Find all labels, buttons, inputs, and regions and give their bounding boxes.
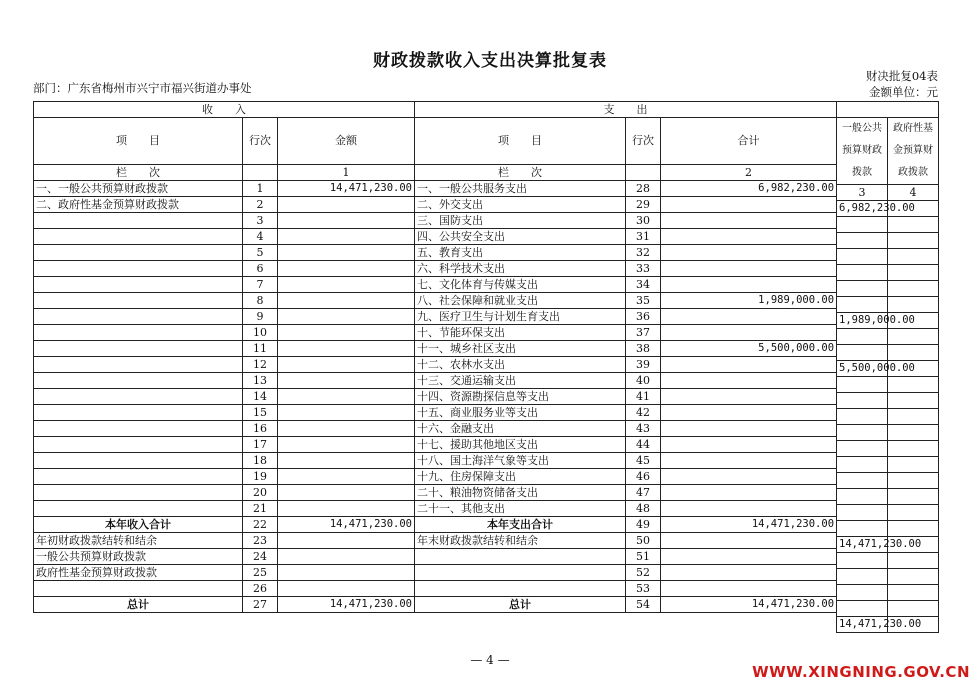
expense-line-no: 39: [626, 357, 661, 373]
income-amount: [278, 213, 415, 229]
summary-fund-budget: [888, 553, 939, 569]
expense-fund-budget: [888, 425, 939, 441]
table-row: [34, 357, 837, 373]
expense-line-no: 41: [626, 389, 661, 405]
expense-total: [661, 261, 837, 277]
expense-general-budget: [837, 473, 888, 489]
expense-item: 二、外交支出: [415, 197, 626, 213]
expense-fund-budget: [888, 441, 939, 457]
expense-line-no: 46: [626, 469, 661, 485]
expense-line-no: 35: [626, 293, 661, 309]
income-amount: [278, 357, 415, 373]
expense-total-header: 合计: [661, 118, 837, 165]
income-item: [34, 277, 243, 293]
table-row: [837, 329, 939, 345]
expense-general-budget: [837, 409, 888, 425]
expense-total: [661, 245, 837, 261]
summary-row: [34, 549, 837, 565]
income-amount: [278, 421, 415, 437]
page-number: — 4 —: [470, 653, 510, 667]
summary-general-budget: [837, 601, 888, 617]
begin-balance-label: 年初财政拨款结转和结余: [34, 533, 243, 549]
summary-general-budget: [837, 553, 888, 569]
summary-row: [34, 597, 837, 613]
table-cell: [278, 581, 415, 597]
index-1: 1: [278, 165, 415, 181]
expense-general-budget: [837, 249, 888, 265]
income-line-no: 5: [243, 245, 278, 261]
table-row: [837, 505, 939, 521]
expense-total: [661, 357, 837, 373]
expense-total: 6,982,230.00: [661, 181, 837, 197]
expense-fund-budget: [888, 217, 939, 233]
income-amount: [278, 293, 415, 309]
expense-fund-budget: [888, 393, 939, 409]
income-item: [34, 453, 243, 469]
income-amount: [278, 325, 415, 341]
table-cell: [34, 581, 243, 597]
income-line-no: 11: [243, 341, 278, 357]
summary-fund-budget: [888, 585, 939, 601]
income-amount: [278, 229, 415, 245]
grand-income-amount: 14,471,230.00: [278, 597, 415, 613]
table-cell: [415, 581, 626, 597]
expense-general-budget: [837, 265, 888, 281]
line-no: 49: [626, 517, 661, 533]
expense-line-no: 44: [626, 437, 661, 453]
expense-item: 十七、援助其他地区支出: [415, 437, 626, 453]
income-line-no: 6: [243, 261, 278, 277]
expense-item-header: 项 目: [415, 118, 626, 165]
line-no: 24: [243, 549, 278, 565]
table-row: [34, 421, 837, 437]
expense-fund-budget: [888, 297, 939, 313]
table-cell: [278, 533, 415, 549]
expense-total: [661, 229, 837, 245]
line-no: 23: [243, 533, 278, 549]
expense-line-no: 38: [626, 341, 661, 357]
income-item: [34, 373, 243, 389]
index-3: 3: [837, 185, 888, 201]
line-no: 52: [626, 565, 661, 581]
income-amount: [278, 469, 415, 485]
table-row: [34, 341, 837, 357]
line-no: 50: [626, 533, 661, 549]
expense-general-budget: [837, 345, 888, 361]
expense-index-label: 栏 次: [415, 165, 626, 181]
income-item: [34, 325, 243, 341]
table-row: [34, 245, 837, 261]
expense-line-no: 40: [626, 373, 661, 389]
income-item: [34, 245, 243, 261]
expense-general-budget: [837, 393, 888, 409]
income-item-header: 项 目: [34, 118, 243, 165]
income-amount: [278, 501, 415, 517]
summary-general-budget: 14,471,230.00: [837, 617, 888, 633]
form-meta: [866, 68, 938, 100]
expense-item: 十、节能环保支出: [415, 325, 626, 341]
income-item: [34, 213, 243, 229]
expense-line-no: 34: [626, 277, 661, 293]
expense-total: [661, 309, 837, 325]
expense-item: 九、医疗卫生与计划生育支出: [415, 309, 626, 325]
expense-fund-budget: [888, 521, 939, 537]
expense-line-no: 28: [626, 181, 661, 197]
income-group-header: 收 入: [34, 102, 415, 118]
income-line-no: 20: [243, 485, 278, 501]
expense-line-no: 33: [626, 261, 661, 277]
table-row: [837, 457, 939, 473]
expense-general-budget: [837, 233, 888, 249]
income-line-no: 8: [243, 293, 278, 309]
summary-row: [34, 581, 837, 597]
table-row: [34, 389, 837, 405]
expense-item: 四、公共安全支出: [415, 229, 626, 245]
column-index-row: [34, 165, 837, 181]
income-item: [34, 229, 243, 245]
table-row: [837, 409, 939, 425]
expense-general-budget: [837, 329, 888, 345]
department-label: 部门：广东省梅州市兴宁市福兴街道办事处: [33, 81, 252, 95]
income-line-no: 14: [243, 389, 278, 405]
expense-total: [661, 453, 837, 469]
expense-line-header: 行次: [626, 118, 661, 165]
line-no: 25: [243, 565, 278, 581]
summary-row: [837, 601, 939, 617]
expense-item: 五、教育支出: [415, 245, 626, 261]
expense-line-no: 43: [626, 421, 661, 437]
grand-total-label: 总计: [34, 597, 243, 613]
table-cell: [661, 581, 837, 597]
table-row: [837, 281, 939, 297]
table-row: [34, 181, 837, 197]
expense-total: [661, 501, 837, 517]
income-amount: [278, 453, 415, 469]
table-cell: [415, 565, 626, 581]
income-item: [34, 261, 243, 277]
approval-table-right: [836, 101, 939, 633]
expense-fund-budget: [888, 457, 939, 473]
table-cell: [278, 549, 415, 565]
line-no: 27: [243, 597, 278, 613]
expense-item: 三、国防支出: [415, 213, 626, 229]
table-row: [34, 229, 837, 245]
income-item: [34, 341, 243, 357]
expense-fund-budget: [888, 281, 939, 297]
table-row: [34, 501, 837, 517]
table-row: [837, 441, 939, 457]
expense-total-amount: 14,471,230.00: [661, 517, 837, 533]
income-line-no: 18: [243, 453, 278, 469]
index-2: 2: [661, 165, 837, 181]
table-cell: [278, 565, 415, 581]
expense-fund-budget: [888, 329, 939, 345]
table-row: [34, 309, 837, 325]
income-total-label: 本年收入合计: [34, 517, 243, 533]
expense-total-label: 本年支出合计: [415, 517, 626, 533]
expense-total: [661, 485, 837, 501]
expense-item: 十九、住房保障支出: [415, 469, 626, 485]
expense-line-no: 42: [626, 405, 661, 421]
summary-row: [34, 517, 837, 533]
expense-item: 十四、资源勘探信息等支出: [415, 389, 626, 405]
summary-general-budget: [837, 585, 888, 601]
summary-fund-budget: [888, 569, 939, 585]
income-line-no: 2: [243, 197, 278, 213]
expense-general-budget: 6,982,230.00: [837, 201, 888, 217]
table-row: [34, 261, 837, 277]
expense-general-budget: [837, 489, 888, 505]
income-amount: [278, 309, 415, 325]
income-amount: 14,471,230.00: [278, 181, 415, 197]
income-amount-header: 金额: [278, 118, 415, 165]
table-row: [837, 201, 939, 217]
table-row: [837, 489, 939, 505]
expense-general-budget: [837, 505, 888, 521]
summary-row: [837, 617, 939, 633]
expense-general-budget: [837, 217, 888, 233]
grand-expense-total: 14,471,230.00: [661, 597, 837, 613]
expense-total: [661, 197, 837, 213]
summary-row: [837, 537, 939, 553]
expense-fund-budget: [888, 505, 939, 521]
table-row: [837, 297, 939, 313]
table-row: [837, 377, 939, 393]
income-amount: [278, 437, 415, 453]
summary-general-budget: [837, 569, 888, 585]
end-balance-label: 年末财政拨款结转和结余: [415, 533, 626, 549]
income-amount: [278, 485, 415, 501]
expense-general-budget: 5,500,000.00: [837, 361, 888, 377]
table-row: [837, 249, 939, 265]
expense-fund-budget: [888, 233, 939, 249]
index-4: 4: [888, 185, 939, 201]
income-item: [34, 501, 243, 517]
table-row: [837, 265, 939, 281]
expense-fund-budget: [888, 377, 939, 393]
expense-total: [661, 437, 837, 453]
income-total-amount: 14,471,230.00: [278, 517, 415, 533]
income-amount: [278, 245, 415, 261]
expense-item: 十二、农林水支出: [415, 357, 626, 373]
summary-row: [837, 569, 939, 585]
expense-fund-budget: [888, 249, 939, 265]
summary-row: [34, 533, 837, 549]
table-cell: [661, 565, 837, 581]
income-item: [34, 485, 243, 501]
expense-line-no: 36: [626, 309, 661, 325]
expense-total: [661, 277, 837, 293]
grand-expense-label: 总计: [415, 597, 626, 613]
line-no: 26: [243, 581, 278, 597]
income-item: [34, 389, 243, 405]
expense-total: [661, 405, 837, 421]
expense-fund-budget: [888, 409, 939, 425]
income-line-no: 12: [243, 357, 278, 373]
expense-item: 八、社会保障和就业支出: [415, 293, 626, 309]
expense-line-no: 31: [626, 229, 661, 245]
group-header-row: [34, 102, 837, 118]
expense-group-header: 支 出: [415, 102, 837, 118]
table-row: [34, 469, 837, 485]
expense-general-budget: [837, 377, 888, 393]
income-index-label: 栏 次: [34, 165, 243, 181]
expense-fund-budget: [888, 489, 939, 505]
table-row: [837, 473, 939, 489]
expense-general-budget: [837, 281, 888, 297]
expense-total: [661, 373, 837, 389]
expense-total: 1,989,000.00: [661, 293, 837, 309]
income-line-no: 9: [243, 309, 278, 325]
income-amount: [278, 373, 415, 389]
expense-general-budget: [837, 297, 888, 313]
income-amount: [278, 405, 415, 421]
expense-line-no: 32: [626, 245, 661, 261]
summary-row: [837, 585, 939, 601]
expense-general-budget: [837, 425, 888, 441]
income-line-no: 15: [243, 405, 278, 421]
table-row: [34, 453, 837, 469]
expense-total: [661, 389, 837, 405]
general-budget-header: 一般公共预算财政拨款: [837, 118, 888, 185]
income-line-no: 3: [243, 213, 278, 229]
expense-fund-budget: [888, 345, 939, 361]
expense-fund-budget: [888, 265, 939, 281]
expense-line-no: 37: [626, 325, 661, 341]
summary-general-budget: 14,471,230.00: [837, 537, 888, 553]
income-item: [34, 421, 243, 437]
table-row: [34, 325, 837, 341]
expense-line-no: 29: [626, 197, 661, 213]
expense-general-budget: [837, 521, 888, 537]
table-row: [34, 437, 837, 453]
expense-item: 二十、粮油物资储备支出: [415, 485, 626, 501]
begin-fund-label: 政府性基金预算财政拨款: [34, 565, 243, 581]
table-row: [34, 405, 837, 421]
income-line-no: 1: [243, 181, 278, 197]
form-number: 财决批复04表: [865, 69, 938, 83]
expense-line-no: 47: [626, 485, 661, 501]
expense-item: 十六、金融支出: [415, 421, 626, 437]
income-line-header: 行次: [243, 118, 278, 165]
expense-total: [661, 325, 837, 341]
income-line-no: 16: [243, 421, 278, 437]
table-row: [837, 425, 939, 441]
expense-item: 一、一般公共服务支出: [415, 181, 626, 197]
table-row: [34, 293, 837, 309]
line-no: 51: [626, 549, 661, 565]
expense-total: [661, 213, 837, 229]
income-item: [34, 437, 243, 453]
income-line-no: 19: [243, 469, 278, 485]
table-row: [837, 345, 939, 361]
expense-item: 十八、国土海洋气象等支出: [415, 453, 626, 469]
table-row: [34, 197, 837, 213]
table-row: [837, 393, 939, 409]
expense-item: 七、文化体育与传媒支出: [415, 277, 626, 293]
table-row: [837, 521, 939, 537]
expense-general-budget: 1,989,000.00: [837, 313, 888, 329]
expense-item: 十三、交通运输支出: [415, 373, 626, 389]
line-no: 54: [626, 597, 661, 613]
table-cell: [661, 533, 837, 549]
fund-budget-header: 政府性基金预算财政拨款: [888, 118, 939, 185]
income-amount: [278, 261, 415, 277]
table-row: [34, 213, 837, 229]
income-item: [34, 309, 243, 325]
table-row: [837, 361, 939, 377]
site-watermark: WWW.XINGNING.GOV.CN: [752, 663, 970, 681]
approval-table: [33, 101, 837, 613]
page-title: 财政拨款收入支出决算批复表: [373, 51, 607, 71]
expense-item: 二十一、其他支出: [415, 501, 626, 517]
summary-row: [837, 553, 939, 569]
table-row: [837, 313, 939, 329]
income-amount: [278, 277, 415, 293]
expense-total: [661, 469, 837, 485]
income-line-no: 21: [243, 501, 278, 517]
expense-item: 六、科学技术支出: [415, 261, 626, 277]
expense-line-no: 48: [626, 501, 661, 517]
summary-row: [34, 565, 837, 581]
income-item: 一、一般公共预算财政拨款: [34, 181, 243, 197]
expense-item: 十一、城乡社区支出: [415, 341, 626, 357]
income-item: [34, 357, 243, 373]
income-line-no: 13: [243, 373, 278, 389]
table-cell: [661, 549, 837, 565]
income-item: [34, 293, 243, 309]
table-row: [34, 485, 837, 501]
income-amount: [278, 341, 415, 357]
amount-unit: 金额单位：元: [869, 85, 938, 99]
income-item: 二、政府性基金预算财政拨款: [34, 197, 243, 213]
expense-fund-budget: [888, 473, 939, 489]
income-amount: [278, 389, 415, 405]
expense-line-no: 45: [626, 453, 661, 469]
line-no: 22: [243, 517, 278, 533]
income-item: [34, 469, 243, 485]
summary-fund-budget: [888, 601, 939, 617]
income-amount: [278, 197, 415, 213]
income-line-no: 4: [243, 229, 278, 245]
table-cell: [415, 549, 626, 565]
table-row: [34, 373, 837, 389]
column-header-row: [34, 118, 837, 165]
income-item: [34, 405, 243, 421]
income-line-no: 10: [243, 325, 278, 341]
expense-total: 5,500,000.00: [661, 341, 837, 357]
income-line-no: 7: [243, 277, 278, 293]
expense-general-budget: [837, 457, 888, 473]
line-no: 53: [626, 581, 661, 597]
expense-item: 十五、商业服务业等支出: [415, 405, 626, 421]
expense-line-no: 30: [626, 213, 661, 229]
expense-general-budget: [837, 441, 888, 457]
income-line-no: 17: [243, 437, 278, 453]
table-row: [34, 277, 837, 293]
begin-general-label: 一般公共预算财政拨款: [34, 549, 243, 565]
table-row: [837, 217, 939, 233]
table-row: [837, 233, 939, 249]
expense-total: [661, 421, 837, 437]
